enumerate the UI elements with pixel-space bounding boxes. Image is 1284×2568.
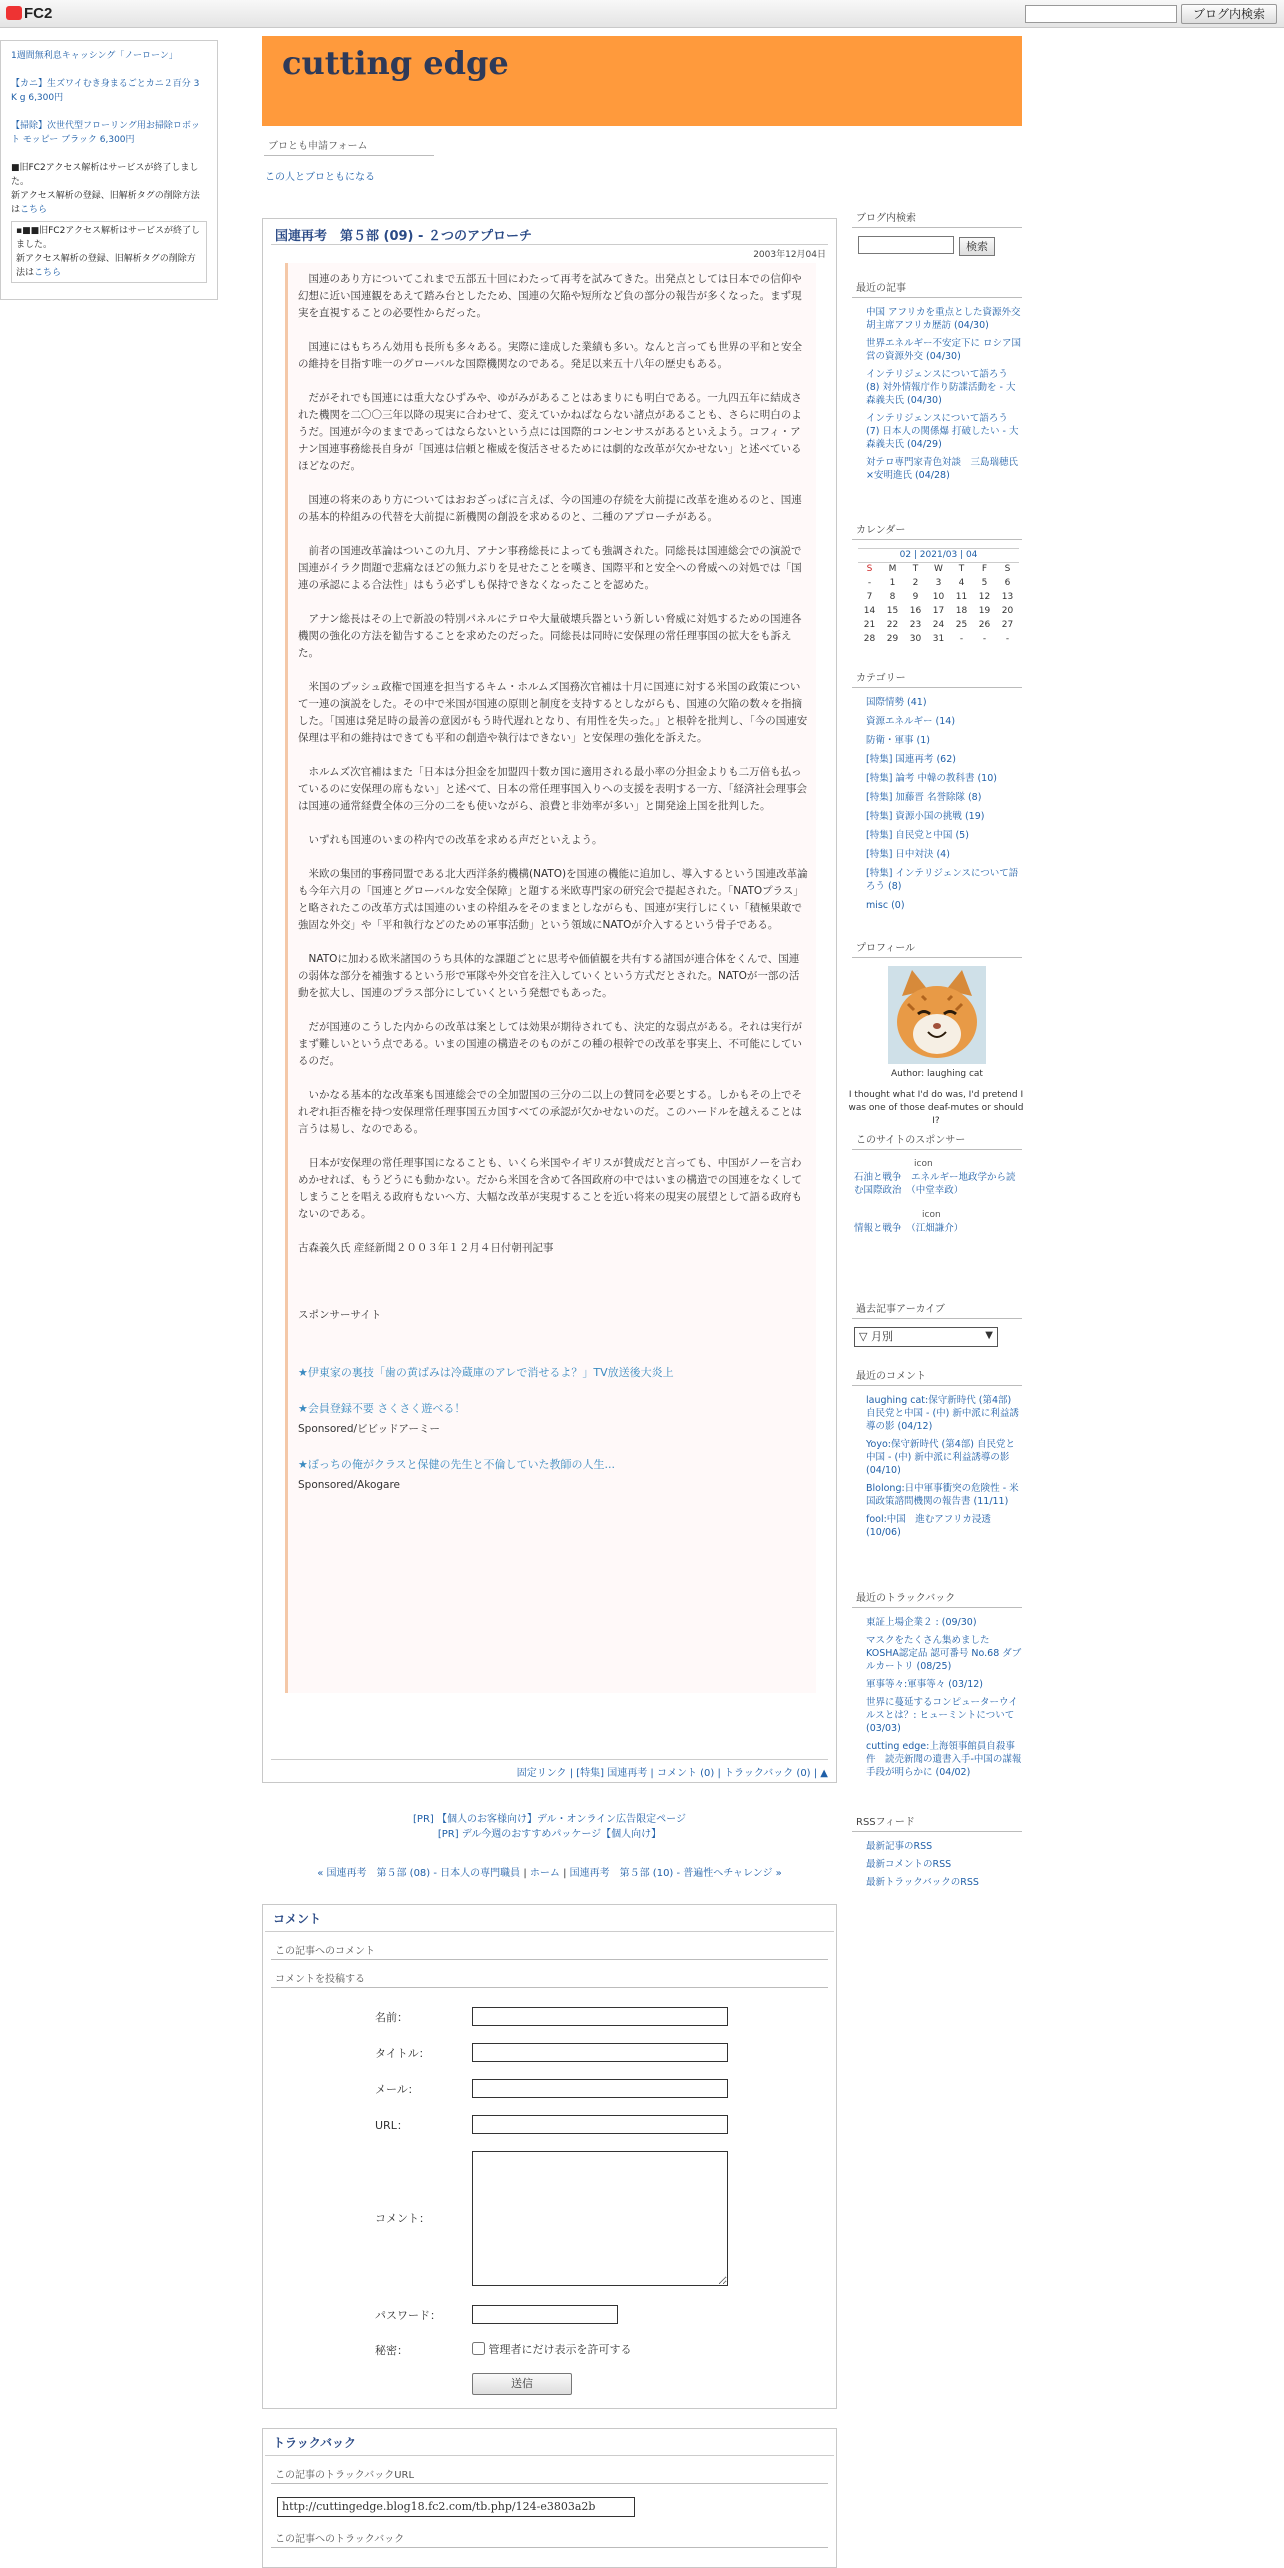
- sidebar-recent-comments: [852, 1370, 1022, 1544]
- category-link[interactable]: [特集] 論考 中韓の教科書 (10): [866, 773, 997, 784]
- calendar-day: 25: [955, 620, 968, 630]
- sidebar-comments-title: 最近のコメント: [852, 1370, 1022, 1386]
- sponsored-ad-link[interactable]: ★会員登録不要 さくさく遊べる！: [298, 1402, 466, 1415]
- sidebar-sponsors: [852, 1134, 1022, 1235]
- sponsored-ad-source: Sponsored/Akogare: [298, 1479, 401, 1491]
- blog-search-button-top[interactable]: ブログ内検索: [1181, 4, 1277, 24]
- archive-select-value: ▽ 月別: [859, 1330, 893, 1343]
- left-ad-column: [0, 40, 218, 300]
- calendar-table: [858, 548, 1019, 647]
- article-body: [285, 263, 816, 1693]
- calendar-day: 31: [932, 634, 945, 644]
- fc2-logo-icon: [6, 6, 22, 20]
- calendar-day: -: [1005, 634, 1010, 644]
- article-paragraph: 国連にはもちろん効用も長所も多々ある。実際に達成した業績も多い。なんと言っても世界の平和と安全の維持を目指す唯一のグローバルな国際機関なのである。発足以来五十八年の歴史もある。: [298, 341, 802, 370]
- calendar-day: 29: [886, 634, 899, 644]
- calendar-day: 2: [912, 578, 919, 588]
- sidebar-category-title: カテゴリー: [852, 672, 1022, 688]
- article-paragraph: だがそれでも国連には重大なひずみや、ゆがみがあることはあまりにも明白である。一九四五年に結成された機関を二〇〇三年以降の現実に合わせて、変えていかねばならない諸点があることも、さらに明白のようだ。国連が今のままであってはならないという点には国際的コンセンサスがあるといえよう。コフィ・アナン国連事務総長自身が「国連は信頼と権威を復活させるためには劇的な改革が欠かせない」と述べているほどなのだ。: [298, 392, 802, 472]
- calendar-day: 15: [886, 606, 899, 616]
- url-label: URL：: [375, 2119, 408, 2132]
- recent-comment-link[interactable]: Yoyo:保守新時代 (第4部) 自民党と中国 - (中) 新中派に利益誘導の影 (04/10): [866, 1439, 1015, 1476]
- comment-textarea[interactable]: [472, 2151, 728, 2286]
- sponsor-site-label: スポンサーサイト: [298, 1309, 382, 1321]
- article-paragraph: ホルムズ次官補はまた「日本は分担金を加盟四十数カ国に適用される最小率の分担金よりも二万倍も払っているのに安保理の席もない」と述べて、日本の常任理事国入りへの支援を表明する一方、「経済社会理事会は国連の通常経費全体の三分の二をも使いながら、浪費と非効率が多い」と開発途上国を批判した。: [298, 766, 808, 812]
- sidebar-search-input[interactable]: [858, 236, 954, 254]
- sidebar-archive: [852, 1303, 1022, 1347]
- calendar-day: 1: [889, 578, 896, 588]
- access-notice-line1: ■旧FC2アクセス解析はサービスが終了しました。: [11, 163, 199, 187]
- calendar-day: 18: [955, 606, 968, 616]
- article-paragraph: 国連の将来のあり方についてはおおざっぱに言えば、今の国連の存続を大前提に改革を進めるのと、国連の基本的枠組みの代替を大前提に新機関の創設を求めるのと、二種のアプローチがある。: [298, 494, 802, 523]
- prev-entry-link[interactable]: « 国連再考 第５部 (08) - 日本人の専門職員: [317, 1868, 521, 1879]
- article-paragraph: 国連のあり方についてこれまで五部五十回にわたって再考を試みてきた。出発点としては日本での信仰や幻想に近い国連観をあえて踏み台としたため、国連の欠陥や短所など負の部分の報告が多くなった。まず現実を直視することの必要性からだった。: [298, 273, 802, 319]
- category-link[interactable]: [特集] インテリジェンスについて語ろう (8): [866, 868, 1019, 892]
- rss-entries-link[interactable]: 最新記事のRSS: [866, 1841, 933, 1852]
- calendar-day: 22: [886, 620, 899, 630]
- sidebar-search-title: ブログ内検索: [852, 212, 1022, 228]
- recent-comment-link[interactable]: fool:中国 進むアフリカ浸透 (10/06): [866, 1514, 991, 1538]
- pr-link-1[interactable]: [PR] 【個人のお客様向け】デル・オンライン広告限定ページ: [413, 1814, 686, 1825]
- password-field[interactable]: [472, 2305, 618, 2324]
- calendar-day: 19: [978, 606, 991, 616]
- sponsor-link-2[interactable]: 情報と戦争 （江畑謙介）: [854, 1223, 964, 1234]
- secret-checkbox-label: 管理者にだけ表示を許可する: [488, 2343, 632, 2356]
- comment-list-heading: この記事へのコメント: [271, 1932, 828, 1960]
- friend-request-form-title: ブロとも申請フォーム: [264, 136, 434, 156]
- sponsored-ads: [298, 1364, 808, 1494]
- calendar-weekday: T: [958, 564, 965, 575]
- category-link[interactable]: [特集] 加藤晋 名誉除隊 (8): [866, 792, 982, 803]
- name-field[interactable]: [472, 2007, 728, 2026]
- calendar-day: 24: [932, 620, 945, 630]
- recent-trackback-link[interactable]: マスクをたくさん集めましたKOSHA認定品 認可番号 No.68 ダブルカートリ (08/25): [866, 1635, 1022, 1672]
- trackback-section-title: トラックバック: [265, 2429, 834, 2456]
- sidebar-categories: [852, 672, 1022, 918]
- submit-comment-button[interactable]: 送信: [472, 2373, 572, 2395]
- article-footer-links[interactable]: [271, 1759, 828, 1779]
- ad-link-noloan[interactable]: 1週間無利息キャッシング「ノーローン」: [11, 51, 178, 61]
- rss-trackbacks-link[interactable]: 最新トラックバックのRSS: [866, 1877, 979, 1888]
- sidebar-archive-title: 過去記事アーカイブ: [852, 1303, 1022, 1319]
- calendar-day: 9: [912, 592, 919, 602]
- sidebar-trackbacks-title: 最近のトラックバック: [852, 1592, 1022, 1608]
- comment-section: [262, 1904, 837, 2409]
- secret-option: [472, 2341, 632, 2357]
- calendar-nav[interactable]: 02 | 2021/03 | 04: [858, 549, 1019, 563]
- calendar-day: 8: [889, 592, 896, 602]
- recent-entry-link[interactable]: インテリジェンスについて語ろう (7) 日本人の関係爆 打破したい - 大森義夫氏 (04/29): [866, 413, 1019, 450]
- title-label: タイトル：: [375, 2047, 430, 2060]
- access-notice-box: [11, 221, 207, 283]
- trackback-section: [262, 2428, 837, 2568]
- article-header: [271, 225, 828, 245]
- recent-trackback-link[interactable]: 軍事等々:軍事等々 (03/12): [866, 1679, 984, 1690]
- entry-navigation: « 国連再考 第５部 (08) - 日本人の専門職員 | ホーム | 国連再考 第５部 (10) - 普遍性へチャレンジ »: [317, 1868, 782, 1879]
- access-notice: [11, 161, 207, 283]
- comment-section-title: コメント: [265, 1905, 834, 1932]
- calendar-day: 30: [909, 634, 922, 644]
- name-label: 名前：: [375, 2011, 408, 2024]
- sponsor-image-2[interactable]: icon: [922, 1210, 941, 1220]
- calendar-day: 3: [935, 578, 942, 588]
- article-paragraph: だが国連のこうした内からの改革は案としては効果が期待されても、決定的な弱点がある。それは実行がまず難しいという点である。いまの国連の構造そのものがこの種の根幹での改革を事実上、不可能にしているのだ。: [298, 1021, 802, 1067]
- recent-entry-link[interactable]: 世界エネルギー不安定下に ロシア国営の資源外交 (04/30): [866, 338, 1022, 362]
- calendar-day: 27: [1001, 620, 1014, 630]
- article-paragraph: いずれも国連のいまの枠内での改革を求める声だといえよう。: [308, 834, 603, 846]
- sidebar-rss-title: RSSフィード: [852, 1816, 1022, 1832]
- calendar-day: 23: [909, 620, 922, 630]
- blog-search-input-top[interactable]: [1025, 5, 1177, 23]
- sidebar-sponsor-title: このサイトのスポンサー: [852, 1134, 1022, 1150]
- calendar-day: 13: [1001, 592, 1014, 602]
- category-link[interactable]: 資源エネルギー (14): [866, 716, 956, 727]
- recent-entry-link[interactable]: 対テロ専門家青色対談 三島瑞穂氏×安明進氏 (04/28): [866, 457, 1019, 481]
- fc2-header-bar: [0, 0, 1284, 28]
- category-link[interactable]: 防衛・軍事 (1): [866, 735, 930, 746]
- mail-label: メール：: [375, 2083, 419, 2096]
- calendar-day: 11: [955, 592, 968, 602]
- ad-link-robot[interactable]: 【掃除】次世代型フローリング用お掃除ロボット モッピー ブラック 6,300円: [11, 121, 200, 145]
- calendar-day: 7: [866, 592, 873, 602]
- recent-trackback-link[interactable]: 世界に蔓延するコンピューターウイルスとは？: ヒューミントについて (03/03): [866, 1697, 1018, 1734]
- article-source: 古森義久氏 産経新聞２００３年１２月４日付朝刊記事: [298, 1242, 554, 1254]
- mail-field[interactable]: [472, 2079, 728, 2098]
- trackback-url-heading: この記事のトラックバックURL: [271, 2456, 828, 2484]
- profile-quote: I thought what I'd do was, I'd pretend I was one of those deaf-mutes or should I?: [848, 1090, 1024, 1126]
- recent-entry-link[interactable]: 中国 アフリカを重点とした資源外交 胡主席アフリカ歴訪 (04/30): [866, 307, 1021, 331]
- sponsored-ad-link[interactable]: ★ぼっちの俺がクラスと保健の先生と不倫していた教師の人生...: [298, 1458, 616, 1471]
- calendar-day: 14: [863, 606, 876, 616]
- pr-link-2[interactable]: [PR] デル今週のおすすめパッケージ【個人向け】: [437, 1829, 662, 1840]
- category-link[interactable]: [特集] 日中対決 (4): [866, 849, 950, 860]
- cat-face-icon: [888, 966, 986, 1064]
- calendar-day: -: [959, 634, 964, 644]
- calendar-day: -: [982, 634, 987, 644]
- sidebar-search-button[interactable]: 検索: [959, 237, 995, 256]
- sidebar-rss: [852, 1816, 1022, 1894]
- sidebar-search: [852, 212, 1022, 256]
- article-title[interactable]: 国連再考 第５部 (09) - ２つのアプローチ: [275, 229, 532, 244]
- calendar-day: 12: [978, 592, 991, 602]
- calendar-day: 5: [981, 578, 988, 588]
- archive-month-select[interactable]: [854, 1327, 998, 1347]
- sponsored-ad-link[interactable]: ★伊東家の裏技「歯の黄ばみは冷蔵庫のアレで消せるよ？」TV放送後大炎上: [298, 1366, 674, 1379]
- calendar-weekday: F: [981, 564, 988, 575]
- article-footer-text[interactable]: 固定リンク | [特集] 国連再考 | コメント (0) | トラックバック (0) | ▲: [516, 1768, 828, 1779]
- trackback-list-heading: この記事へのトラックバック: [271, 2520, 828, 2548]
- calendar-weekday: T: [912, 564, 919, 575]
- calendar-day: -: [867, 578, 872, 588]
- sponsored-ad-source: Sponsored/ビビッドアーミー: [298, 1423, 441, 1435]
- access-notice-box-line2: 新アクセス解析の登録、旧解析タグの削除方法は: [16, 254, 196, 278]
- article-paragraph: 日本が安保理の常任理事国になることも、いくら米国やイギリスが賛成だと言っても、中国がノーを言わめかせれば、もうどうにも動かない。だから米国を含めて各国政府の中ではいまの構造での国連をなくしてしまうことを唱える政府もないへ方、大幅な改革が実現することを近い将来の現実の展望として語る政府もないのである。: [298, 1157, 802, 1220]
- blog-banner: [262, 36, 1022, 126]
- comment-form-heading: コメントを投稿する: [271, 1960, 828, 1988]
- rss-comments-link[interactable]: 最新コメントのRSS: [866, 1859, 952, 1870]
- pr-links: [262, 1812, 837, 1842]
- sidebar-calendar-title: カレンダー: [852, 524, 1022, 540]
- password-label: パスワード：: [375, 2309, 441, 2322]
- article-paragraph: アナン総長はその上で新設の特別パネルにテロや大量破壊兵器という新しい脅威に対処するための国連各機関の強化の方法を勧告することを求めたのだった。同総長は同時に安保理の常任理事国の拡大をも訴えた。: [298, 613, 802, 659]
- recent-comment-link[interactable]: Blolong:日中軍事衝突の危険性 - 米国政策諮問機関の報告書 (11/11): [866, 1483, 1019, 1507]
- article-paragraph: 米国のブッシュ政権で国連を担当するキム・ホルムズ国務次官補は十月に国連に対する米国の政策について一連の演説をした。その中で米国が国連の原則と制度を支持するとしながらも、国連の欠陥の数々を指摘した。「国連は発足時の最善の意図がもう時代遅れとなり、有用性を失った。」と根幹を批判し、「今の国連安保理は平和の維持はできても平和の創造や執行はできない」と安保理の強化を訴えた。: [298, 681, 808, 744]
- article-paragraph: 米欧の集団的事務同盟である北大西洋条約機構(NATO)を国連の機能に追加し、導入するという国連改革論も今年六月の「国連とグローバルな安全保障」と題する米欧専門家の研究会で提起された。「NATOプラス」と略されたこの改革方式は国連のいまの枠組みをそのままとしながらも、国連が実行しにくい「積極果敢で強固な外交」や「平和執行などのための軍事活動」という領域にNATOが介入するという骨子である。: [298, 868, 808, 931]
- title-field[interactable]: [472, 2043, 728, 2062]
- calendar-weekday: W: [934, 564, 943, 575]
- recent-entry-link[interactable]: インテリジェンスについて語ろう (8) 対外情報庁作り防諜活動を - 大森義夫氏 (04/30): [866, 369, 1016, 406]
- calendar-weekday: S: [1004, 564, 1011, 575]
- calendar-day: 16: [909, 606, 922, 616]
- access-notice-box-link[interactable]: こちら: [34, 268, 62, 278]
- category-link[interactable]: [特集] 自民党と中国 (5): [866, 830, 969, 841]
- ad-link-crab[interactable]: 【カニ】生ズワイむき身まるごとカニ２百分 3 K g 6,300円: [11, 79, 200, 103]
- sidebar-calendar: [852, 524, 1022, 647]
- url-field[interactable]: [472, 2115, 728, 2134]
- calendar-day: 10: [932, 592, 945, 602]
- calendar-day: 4: [958, 578, 965, 588]
- friend-request-link[interactable]: この人とブロともになる: [265, 172, 375, 183]
- recent-trackback-link[interactable]: 東証上場企業２ : (09/30): [866, 1617, 977, 1628]
- calendar-day: 21: [863, 620, 876, 630]
- sidebar-profile: [848, 942, 1024, 1128]
- calendar-weekday: S: [866, 564, 873, 575]
- calendar-day: 17: [932, 606, 945, 616]
- category-link[interactable]: misc (0): [866, 900, 905, 911]
- profile-author: Author: laughing cat: [891, 1069, 983, 1079]
- recent-comment-link[interactable]: laughing cat:保守新時代 (第4部) 自民党と中国 - (中) 新中派に利益誘導の影 (04/12): [866, 1395, 1019, 1432]
- chevron-down-icon: ▼: [985, 1330, 993, 1341]
- secret-label: 秘密：: [375, 2344, 408, 2357]
- trackback-url-field[interactable]: http://cuttingedge.blog18.fc2.com/tb.php/124-e3803a2b: [277, 2497, 635, 2517]
- article-paragraph: 前者の国連改革論はついこの九月、アナン事務総長によっても強調された。同総長は国連総会での演説で国連がイラク問題で悲痛なほどの無力ぶりを見せたことを嘆き、国際平和と安全への脅威への対処では「国連の承認による合法性」はもう必ずしも保持できなくなったことを認めた。: [298, 545, 802, 591]
- calendar-weekday: M: [888, 564, 897, 575]
- next-entry-link[interactable]: 国連再考 第５部 (10) - 普遍性へチャレンジ »: [569, 1868, 782, 1879]
- fc2-logo-text: FC2: [24, 5, 53, 22]
- blog-title[interactable]: cutting edge: [282, 44, 509, 82]
- comment-label: コメント：: [375, 2212, 430, 2225]
- home-link[interactable]: ホーム: [529, 1868, 560, 1879]
- category-link[interactable]: [特集] 国連再考 (62): [866, 754, 956, 765]
- sidebar-recent-entries: [852, 282, 1022, 487]
- recent-trackback-link[interactable]: cutting edge:上海領事館員自殺事件 読売新聞の遺書入手-中国の謀報手段が明らかに (04/02): [866, 1741, 1022, 1778]
- article-paragraph: いかなる基本的な改革案も国連総会での全加盟国の三分の二以上の賛同を必要とする。しかもその上でそれぞれ拒否権を持つ安保理常任理事国五カ国すべての承認が欠かせないのだ。このハードルを越えることは言うは易し、なのである。: [298, 1089, 802, 1135]
- sidebar-recent-title: 最近の記事: [852, 282, 1022, 298]
- calendar-day: 28: [863, 634, 876, 644]
- category-link[interactable]: [特集] 資源小国の挑戦 (19): [866, 811, 985, 822]
- profile-cat-photo: [888, 966, 986, 1064]
- access-notice-line2: 新アクセス解析の登録、旧解析タグの削除方法は: [11, 191, 200, 215]
- sponsor-image-1[interactable]: icon: [914, 1159, 933, 1169]
- access-notice-box-line1: ▪■■旧FC2アクセス解析はサービスが終了しました。: [16, 226, 201, 250]
- article-paragraph: NATOに加わる欧米諸国のうち具体的な課題ごとに思考や価値観を共有する諸国が連合体をくんで、国連の弱体な部分を補強するという形で軍隊や外交官を注入していくという方式だとされた。NATOが一部の活動を拡大し、国連のプラス部分にしていくという発想でもあった。: [298, 953, 800, 999]
- fc2-logo[interactable]: [6, 5, 52, 22]
- sidebar-profile-title: プロフィール: [852, 942, 1022, 958]
- calendar-day: 6: [1004, 578, 1011, 588]
- article-date: 2003年12月04日: [753, 250, 826, 260]
- access-notice-link[interactable]: こちら: [20, 205, 48, 215]
- calendar-day: 26: [978, 620, 991, 630]
- category-link[interactable]: 国際情勢 (41): [866, 697, 927, 708]
- sidebar-recent-trackbacks: [852, 1592, 1022, 1784]
- sponsor-link-1[interactable]: 石油と戦争 エネルギー地政学から読む国際政治 （中堂幸政）: [854, 1172, 1016, 1196]
- secret-checkbox[interactable]: [472, 2342, 485, 2355]
- article-entry: [262, 218, 837, 1783]
- calendar-day: 20: [1001, 606, 1014, 616]
